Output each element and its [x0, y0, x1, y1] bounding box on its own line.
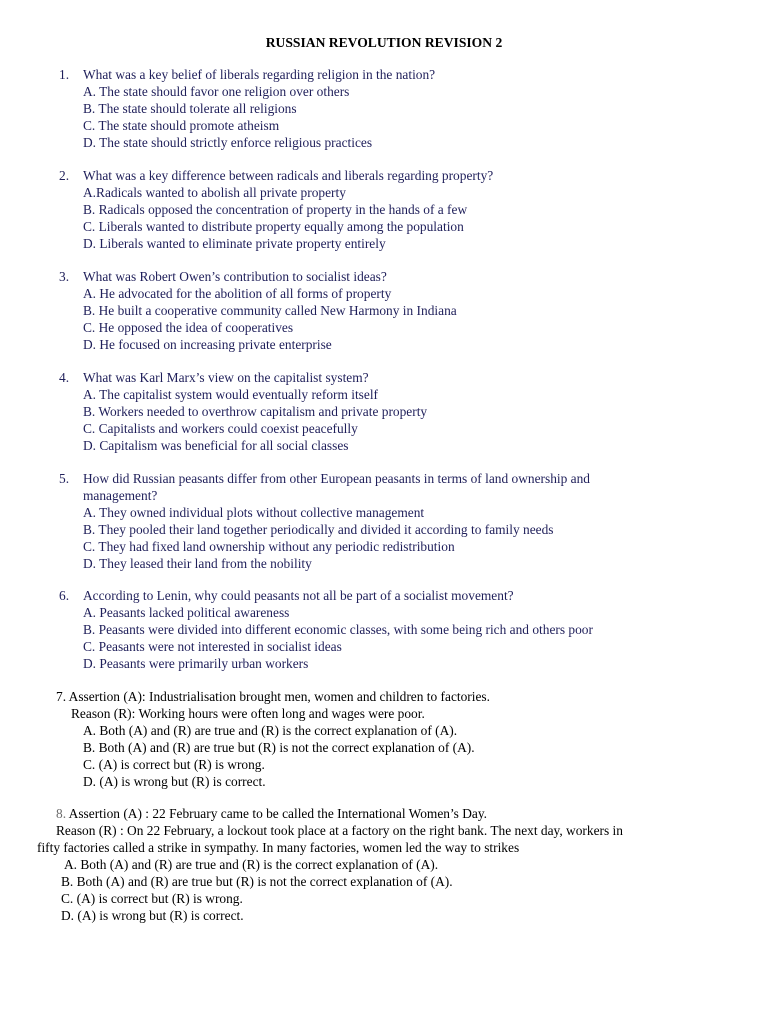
- option-a: A. Both (A) and (R) are true and (R) is the correct explanation of (A).: [83, 723, 458, 738]
- option-d: D. (A) is wrong but (R) is correct.: [61, 908, 244, 923]
- option-a: A. Peasants lacked political awareness: [83, 605, 290, 620]
- assertion-text: Assertion (A) : 22 February came to be called the International Women’s Day.: [66, 806, 488, 821]
- option-a: A.Radicals wanted to abolish all private property: [83, 185, 346, 200]
- option-c: C. (A) is correct but (R) is wrong.: [83, 757, 265, 772]
- reason-line-2: fifty factories called a strike in sympathy. In many factories, women led the way to strikes: [37, 840, 520, 855]
- option-b: B. The state should tolerate all religions: [83, 101, 297, 116]
- option-a: A. They owned individual plots without collective management: [83, 505, 425, 520]
- question-number: 8.: [56, 806, 67, 821]
- page-title: RUSSIAN REVOLUTION REVISION 2: [265, 35, 503, 50]
- option-d: D. (A) is wrong but (R) is correct.: [83, 774, 266, 789]
- option-d: D. They leased their land from the nobility: [83, 556, 312, 571]
- question-number: 3.: [59, 269, 70, 284]
- option-b: B. Radicals opposed the concentration of property in the hands of a few: [83, 202, 468, 217]
- question-number: 6.: [59, 588, 70, 603]
- option-c: C. They had fixed land ownership without any periodic redistribution: [83, 539, 455, 554]
- option-c: C. Capitalists and workers could coexist peacefully: [83, 421, 358, 436]
- option-d: D. The state should strictly enforce religious practices: [83, 135, 373, 150]
- option-a: A. The capitalist system would eventually reform itself: [83, 387, 379, 402]
- reason-text: Reason (R): Working hours were often long and wages were poor.: [71, 706, 425, 721]
- question-number: 5.: [59, 471, 70, 486]
- option-c: C. He opposed the idea of cooperatives: [83, 320, 294, 335]
- question-stem-line-2: management?: [83, 488, 158, 503]
- question-stem: What was a key belief of liberals regarding religion in the nation?: [83, 67, 436, 82]
- option-d: D. He focused on increasing private enterprise: [83, 337, 332, 352]
- question-stem: What was Robert Owen’s contribution to socialist ideas?: [83, 269, 387, 284]
- option-c: C. Peasants were not interested in socialist ideas: [83, 639, 342, 654]
- question-stem-line-1: How did Russian peasants differ from other European peasants in terms of land ownership and: [83, 471, 590, 486]
- question-number: 2.: [59, 168, 70, 183]
- option-d: D. Peasants were primarily urban workers: [83, 656, 309, 671]
- assertion-line: [56, 806, 487, 823]
- question-number: 1.: [59, 67, 70, 82]
- question-stem: What was a key difference between radicals and liberals regarding property?: [83, 168, 494, 183]
- option-b: B. Both (A) and (R) are true but (R) is not the correct explanation of (A).: [61, 874, 453, 889]
- assertion-text: 7. Assertion (A): Industrialisation brought men, women and children to factories.: [56, 689, 490, 704]
- option-b: B. They pooled their land together periodically and divided it according to family needs: [83, 522, 554, 537]
- question-number: 4.: [59, 370, 70, 385]
- option-c: C. (A) is correct but (R) is wrong.: [61, 891, 243, 906]
- option-b: B. Both (A) and (R) are true but (R) is not the correct explanation of (A).: [83, 740, 475, 755]
- option-a: A. Both (A) and (R) are true and (R) is the correct explanation of (A).: [64, 857, 439, 872]
- option-c: C. Liberals wanted to distribute property equally among the population: [83, 219, 464, 234]
- option-d: D. Capitalism was beneficial for all social classes: [83, 438, 349, 453]
- question-stem: According to Lenin, why could peasants not all be part of a socialist movement?: [83, 588, 514, 603]
- option-b: B. Peasants were divided into different economic classes, with some being rich and others poor: [83, 622, 593, 637]
- reason-line-1: Reason (R) : On 22 February, a lockout took place at a factory on the right bank. The next day, workers in: [56, 823, 623, 838]
- option-c: C. The state should promote atheism: [83, 118, 280, 133]
- option-b: B. Workers needed to overthrow capitalism and private property: [83, 404, 428, 419]
- question-stem: What was Karl Marx’s view on the capitalist system?: [83, 370, 369, 385]
- option-d: D. Liberals wanted to eliminate private property entirely: [83, 236, 386, 251]
- option-b: B. He built a cooperative community called New Harmony in Indiana: [83, 303, 457, 318]
- option-a: A. He advocated for the abolition of all forms of property: [83, 286, 392, 301]
- option-a: A. The state should favor one religion over others: [83, 84, 350, 99]
